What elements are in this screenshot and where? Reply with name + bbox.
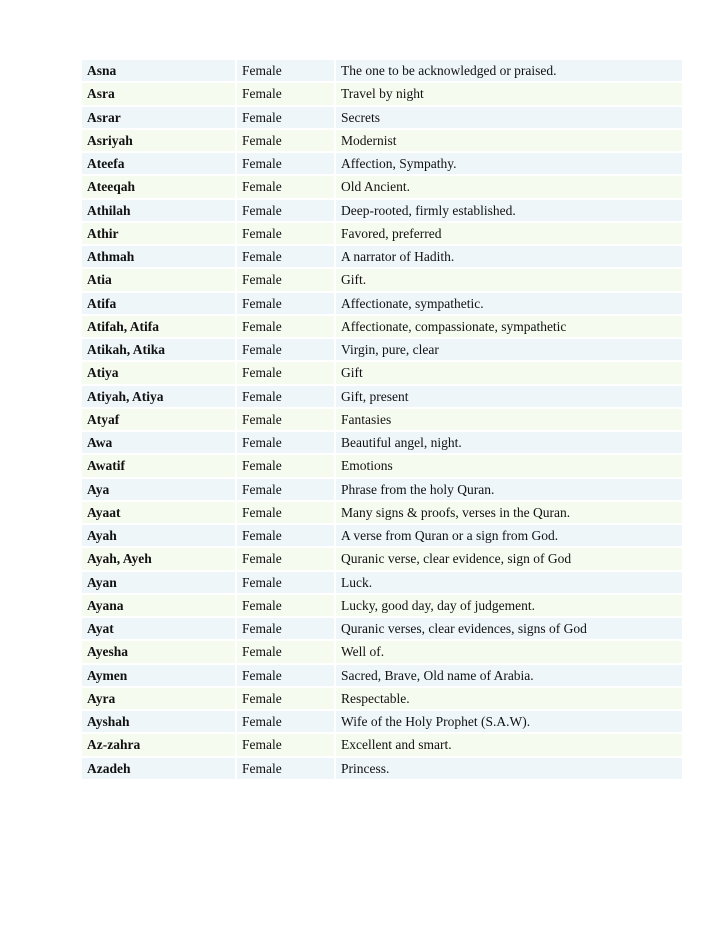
meaning-cell: Respectable. <box>336 688 682 709</box>
meaning-cell: Emotions <box>336 455 682 476</box>
meaning-cell: Affectionate, compassionate, sympathetic <box>336 316 682 337</box>
meaning-cell: Quranic verses, clear evidences, signs of God <box>336 618 682 639</box>
gender-cell: Female <box>237 339 334 360</box>
gender-cell: Female <box>237 130 334 151</box>
name-cell: Asriyah <box>82 130 235 151</box>
meaning-cell: Beautiful angel, night. <box>336 432 682 453</box>
table-row <box>82 455 682 476</box>
table-row <box>82 83 682 104</box>
name-cell: Athmah <box>82 246 235 267</box>
table-row <box>82 409 682 430</box>
table-row <box>82 200 682 221</box>
table-row <box>82 665 682 686</box>
gender-cell: Female <box>237 60 334 81</box>
name-cell: Athilah <box>82 200 235 221</box>
name-cell: Asra <box>82 83 235 104</box>
names-table <box>80 58 684 781</box>
name-cell: Awa <box>82 432 235 453</box>
name-cell: Ateefa <box>82 153 235 174</box>
meaning-cell: Virgin, pure, clear <box>336 339 682 360</box>
table-row <box>82 246 682 267</box>
gender-cell: Female <box>237 386 334 407</box>
name-cell: Atikah, Atika <box>82 339 235 360</box>
meaning-cell: Affection, Sympathy. <box>336 153 682 174</box>
table-row <box>82 386 682 407</box>
name-cell: Aya <box>82 479 235 500</box>
name-cell: Ateeqah <box>82 176 235 197</box>
name-cell: Ayesha <box>82 641 235 662</box>
table-row <box>82 107 682 128</box>
gender-cell: Female <box>237 641 334 662</box>
meaning-cell: Gift, present <box>336 386 682 407</box>
name-cell: Atyaf <box>82 409 235 430</box>
gender-cell: Female <box>237 595 334 616</box>
meaning-cell: Phrase from the holy Quran. <box>336 479 682 500</box>
meaning-cell: Luck. <box>336 572 682 593</box>
table-row <box>82 223 682 244</box>
name-cell: Ayah <box>82 525 235 546</box>
gender-cell: Female <box>237 665 334 686</box>
name-cell: Atifah, Atifa <box>82 316 235 337</box>
gender-cell: Female <box>237 432 334 453</box>
table-row <box>82 641 682 662</box>
table-row <box>82 479 682 500</box>
gender-cell: Female <box>237 83 334 104</box>
gender-cell: Female <box>237 618 334 639</box>
table-row <box>82 548 682 569</box>
table-row <box>82 688 682 709</box>
table-row <box>82 316 682 337</box>
name-cell: Az-zahra <box>82 734 235 755</box>
table-row <box>82 525 682 546</box>
table-row <box>82 502 682 523</box>
gender-cell: Female <box>237 293 334 314</box>
name-cell: Atiya <box>82 362 235 383</box>
table-row <box>82 711 682 732</box>
gender-cell: Female <box>237 734 334 755</box>
table-row <box>82 293 682 314</box>
name-cell: Athir <box>82 223 235 244</box>
names-table-body <box>82 60 682 779</box>
meaning-cell: Princess. <box>336 758 682 779</box>
meaning-cell: Travel by night <box>336 83 682 104</box>
gender-cell: Female <box>237 525 334 546</box>
meaning-cell: Many signs & proofs, verses in the Quran. <box>336 502 682 523</box>
name-cell: Aymen <box>82 665 235 686</box>
name-cell: Atifa <box>82 293 235 314</box>
meaning-cell: Gift <box>336 362 682 383</box>
name-cell: Asna <box>82 60 235 81</box>
gender-cell: Female <box>237 153 334 174</box>
gender-cell: Female <box>237 362 334 383</box>
meaning-cell: Affectionate, sympathetic. <box>336 293 682 314</box>
name-cell: Asrar <box>82 107 235 128</box>
meaning-cell: Well of. <box>336 641 682 662</box>
meaning-cell: Quranic verse, clear evidence, sign of God <box>336 548 682 569</box>
gender-cell: Female <box>237 688 334 709</box>
gender-cell: Female <box>237 223 334 244</box>
table-row <box>82 130 682 151</box>
gender-cell: Female <box>237 246 334 267</box>
name-cell: Awatif <box>82 455 235 476</box>
meaning-cell: Modernist <box>336 130 682 151</box>
meaning-cell: A verse from Quran or a sign from God. <box>336 525 682 546</box>
meaning-cell: Old Ancient. <box>336 176 682 197</box>
gender-cell: Female <box>237 316 334 337</box>
table-row <box>82 572 682 593</box>
meaning-cell: Favored, preferred <box>336 223 682 244</box>
meaning-cell: Excellent and smart. <box>336 734 682 755</box>
name-cell: Ayana <box>82 595 235 616</box>
meaning-cell: Wife of the Holy Prophet (S.A.W). <box>336 711 682 732</box>
name-cell: Ayshah <box>82 711 235 732</box>
table-row <box>82 362 682 383</box>
meaning-cell: Gift. <box>336 269 682 290</box>
table-row <box>82 618 682 639</box>
meaning-cell: A narrator of Hadith. <box>336 246 682 267</box>
meaning-cell: Secrets <box>336 107 682 128</box>
table-row <box>82 432 682 453</box>
meaning-cell: Fantasies <box>336 409 682 430</box>
name-cell: Atiyah, Atiya <box>82 386 235 407</box>
table-row <box>82 153 682 174</box>
gender-cell: Female <box>237 455 334 476</box>
gender-cell: Female <box>237 176 334 197</box>
name-cell: Ayaat <box>82 502 235 523</box>
meaning-cell: Sacred, Brave, Old name of Arabia. <box>336 665 682 686</box>
table-row <box>82 176 682 197</box>
gender-cell: Female <box>237 711 334 732</box>
table-row <box>82 339 682 360</box>
name-cell: Ayra <box>82 688 235 709</box>
meaning-cell: Deep-rooted, firmly established. <box>336 200 682 221</box>
gender-cell: Female <box>237 269 334 290</box>
name-cell: Ayah, Ayeh <box>82 548 235 569</box>
table-row <box>82 734 682 755</box>
name-cell: Ayat <box>82 618 235 639</box>
name-cell: Atia <box>82 269 235 290</box>
meaning-cell: Lucky, good day, day of judgement. <box>336 595 682 616</box>
gender-cell: Female <box>237 479 334 500</box>
table-row <box>82 60 682 81</box>
gender-cell: Female <box>237 758 334 779</box>
gender-cell: Female <box>237 548 334 569</box>
gender-cell: Female <box>237 572 334 593</box>
gender-cell: Female <box>237 200 334 221</box>
name-cell: Azadeh <box>82 758 235 779</box>
table-row <box>82 595 682 616</box>
gender-cell: Female <box>237 107 334 128</box>
gender-cell: Female <box>237 409 334 430</box>
gender-cell: Female <box>237 502 334 523</box>
table-row <box>82 269 682 290</box>
table-row <box>82 758 682 779</box>
meaning-cell: The one to be acknowledged or praised. <box>336 60 682 81</box>
name-cell: Ayan <box>82 572 235 593</box>
